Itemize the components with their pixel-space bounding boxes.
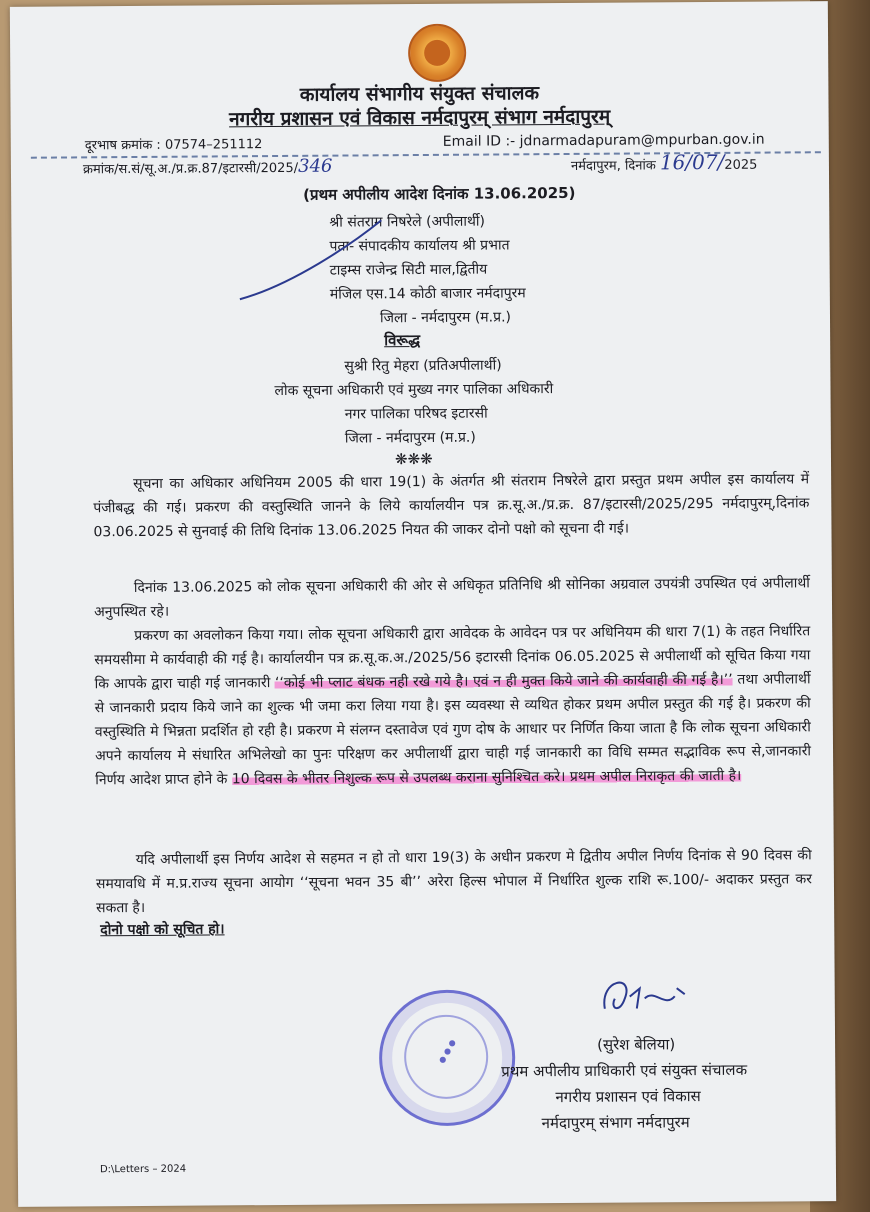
respondent-designation: लोक सूचना अधिकारी एवं मुख्य नगर पालिका अधिकारी xyxy=(274,381,554,400)
date-handwritten: 16/07/ xyxy=(659,149,725,175)
paragraph-3: प्रकरण का अवलोकन किया गया। लोक सूचना अधिकारी द्वारा आवेदक के आवेदन पत्र पर अधिनियम की धारा 7(1) के तहत निर्धारित समयसीमा मे कार्यवाही की गई है। कार्यालयीन पत्र क्र.सू.क.अ./2025/56 इटारसी दिनांक 06.05.2025 से अपीलार्थी को सूचित किया गया कि आपके द्वारा चाही गई जानकारी ‘‘कोई भी प्लाट बंधक नही रखे गये है। एवं न ही मुक्त किये जाने की कार्यवाही की गई है।’’ तथा अपीलार्थी से जानकारी प्रदाय किये जाने का शुल्क भी जमा करा लिया गया है। इस व्यवस्था से व्यथित होकर प्रथम अपील प्रस्तुत की गई है। प्रकरण की वस्तुस्थिति मे भिन्नता प्रदर्शित हो रही है। प्रकरण मे संलग्न दस्तावेज एवं गुण दोष के आधार पर निर्णित किया जाता है कि लोक सूचना अधिकारी अपने कार्यालय मे संधारित अभिलेखो का पुनः परिक्षण कर अपीलार्थी द्वारा चाही गई जानकारी का विधि सम्मत सद्भाविक रूप से,जानकारी निर्णय आदेश प्राप्त होने के 10 दिवस के भीतर निशुल्क रूप से उपलब्ध कराना सुनिश्चित करे। प्रथम अपील निराकृत की जाती है। xyxy=(94,623,812,789)
phone-number: दूरभाष क्रमांक : 07574–251112 xyxy=(84,137,263,154)
file-path: D:\Letters – 2024 xyxy=(99,1163,187,1176)
email-address: Email ID :- jdnarmadapuram@mpurban.gov.in xyxy=(442,131,765,150)
paragraph-1: सूचना का अधिकार अधिनियम 2005 की धारा 19(1) के अंतर्गत श्री संतराम निषरेले द्वारा प्रस्तुत प्रथम अपील इस कार्यालय में पंजीबद्ध की गई। प्रकरण की वस्तुस्थिति जानने के लिये कार्यालयीन पत्र क्र.सू.अ./प्र.क्र. 87/इटारसी/2025/295 नर्मदापुरम्,दिनांक 03.06.2025 से सुनवाई की तिथि दिनांक 13.06.2025 नियत की जाकर दोनो पक्षो को सूचना दी गई। xyxy=(93,471,810,541)
appellant-address-2: टाइम्स राजेन्द्र सिटी माल,द्वितीय xyxy=(329,261,488,279)
order-title: (प्रथम अपीलीय आदेश दिनांक 13.06.2025) xyxy=(303,183,576,204)
signatory-designation-3: नर्मदापुरम् संभाग नर्मदापुरम xyxy=(541,1113,690,1133)
officer-signature xyxy=(595,968,705,1029)
handwritten-pen-stroke xyxy=(231,214,392,305)
reference-handwritten: 346 xyxy=(298,155,333,177)
appellant-address-1: पता- संपादकीय कार्यालय श्री प्रभात xyxy=(329,237,510,255)
signatory-designation-1: प्रथम अपीलीय प्राधिकारी एवं संयुक्त संचालक xyxy=(501,1060,748,1081)
office-name-line2: नगरीय प्रशासन एवं विकास नर्मदापुरम् संभाग नर्मदापुरम् xyxy=(228,105,611,131)
reference-number: क्रमांक/स.सं/सू.अ./प्र.क्र.87/इटारसी/2025/346 xyxy=(82,155,333,178)
appellant-address-3: मंजिल एस.14 कोठी बाजार नर्मदापुरम xyxy=(329,285,526,303)
respondent-name: सुश्री रितु मेहरा (प्रतिअपीलार्थी) xyxy=(344,357,502,375)
respondent-office: नगर पालिका परिषद इटारसी xyxy=(344,405,488,423)
signatory-name: (सुरेश बेलिया) xyxy=(597,1035,676,1054)
notify-both-parties: दोनो पक्षो को सूचित हो। xyxy=(100,921,225,939)
appellant-name: श्री संतराम निषरेले (अपीलार्थी) xyxy=(329,213,486,231)
paragraph-2: दिनांक 13.06.2025 को लोक सूचना अधिकारी की ओर से अधिकृत प्रतिनिधि श्री सोनिका अग्रवाल उपयंत्री उपस्थित एवं अपीलार्थी अनुपस्थित रहे। xyxy=(93,575,810,621)
office-name-line1: कार्यालय संभागीय संयुक्त संचालक xyxy=(299,82,540,106)
highlighted-order-text: 10 दिवस के भीतर निशुल्क रूप से उपलब्ध कराना सुनिश्चित करे। प्रथम अपील निराकृत की जाती है। xyxy=(231,767,742,788)
versus-heading: विरूद्ध xyxy=(384,331,421,350)
place-date: नर्मदापुरम, दिनांक 16/07/2025 xyxy=(570,149,758,175)
separator-stars: ❋❋❋ xyxy=(394,449,433,469)
letter-page xyxy=(10,1,836,1207)
official-seal: ● ● ● xyxy=(379,989,516,1126)
govt-emblem-icon xyxy=(408,24,466,82)
appellant-district: जिला - नर्मदापुरम (म.प्र.) xyxy=(379,309,512,327)
signatory-designation-2: नगरीय प्रशासन एवं विकास xyxy=(555,1087,701,1107)
respondent-district: जिला - नर्मदापुरम (म.प्र.) xyxy=(344,429,476,447)
paragraph-4: यदि अपीलार्थी इस निर्णय आदेश से सहमत न हो तो धारा 19(3) के अधीन प्रकरण मे द्वितीय अपील निर्णय दिनांक से 90 दिवस की समयावधि में म.प्र.राज्य सूचना आयोग ‘‘सूचना भवन 35 बी’’ अरेरा हिल्स भोपाल में निर्धारित शुल्क राशि रू.100/- अदाकर प्रस्तुत कर सकता है। xyxy=(95,847,812,917)
highlighted-info-text: ‘‘कोई भी प्लाट बंधक नही रखे गये है। एवं न ही मुक्त किये जाने की कार्यवाही की गई है।’’ xyxy=(274,671,733,692)
